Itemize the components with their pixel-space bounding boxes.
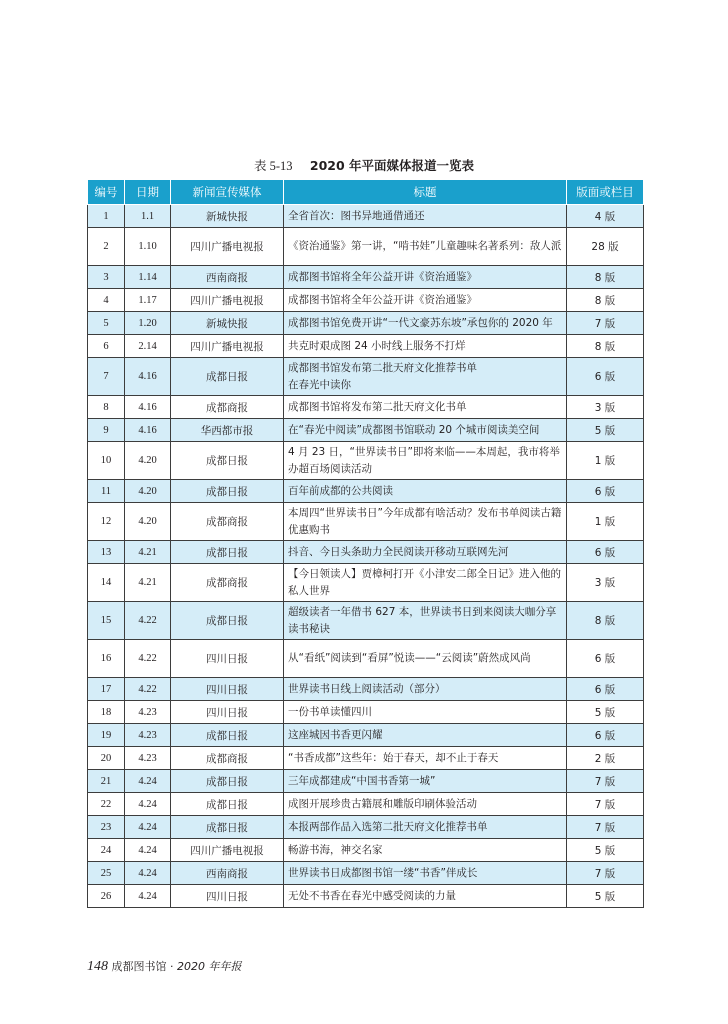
cell-date: 4.22 bbox=[125, 602, 171, 640]
cell-number: 9 bbox=[88, 419, 125, 442]
table-row bbox=[88, 678, 644, 701]
cell-media: 四川广播电视报 bbox=[171, 335, 284, 358]
cell-date: 4.22 bbox=[125, 678, 171, 701]
cell-page: 1 版 bbox=[567, 442, 644, 480]
cell-date: 1.1 bbox=[125, 205, 171, 228]
cell-title: 本周四“世界读书日”今年成都有啥活动？发布书单阅读古籍优惠购书 bbox=[284, 503, 567, 541]
cell-title: 抖音、今日头条助力全民阅读开移动互联网先河 bbox=[284, 541, 567, 564]
cell-media: 成都商报 bbox=[171, 564, 284, 602]
cell-title: “书香成都”这些年：始于春天，却不止于春天 bbox=[284, 747, 567, 770]
cell-number: 24 bbox=[88, 839, 125, 862]
cell-number: 25 bbox=[88, 862, 125, 885]
table-row bbox=[88, 747, 644, 770]
cell-number: 18 bbox=[88, 701, 125, 724]
cell-title: 共克时艰成图 24 小时线上服务不打烊 bbox=[284, 335, 567, 358]
cell-number: 3 bbox=[88, 266, 125, 289]
cell-number: 21 bbox=[88, 770, 125, 793]
cell-media: 四川广播电视报 bbox=[171, 289, 284, 312]
cell-page: 6 版 bbox=[567, 358, 644, 396]
cell-title: 无处不书香在春光中感受阅读的力量 bbox=[284, 885, 567, 908]
cell-page: 6 版 bbox=[567, 541, 644, 564]
cell-page: 5 版 bbox=[567, 839, 644, 862]
cell-page: 7 版 bbox=[567, 793, 644, 816]
cell-media: 成都商报 bbox=[171, 396, 284, 419]
cell-media: 四川日报 bbox=[171, 701, 284, 724]
cell-number: 14 bbox=[88, 564, 125, 602]
table-row bbox=[88, 480, 644, 503]
table-row bbox=[88, 839, 644, 862]
cell-number: 10 bbox=[88, 442, 125, 480]
cell-date: 4.22 bbox=[125, 640, 171, 678]
cell-page: 5 版 bbox=[567, 419, 644, 442]
cell-title: 从“看纸”阅读到“看屏”悦读——“云阅读”蔚然成风尚 bbox=[284, 640, 567, 678]
cell-page: 1 版 bbox=[567, 503, 644, 541]
table-row bbox=[88, 602, 644, 640]
table-row bbox=[88, 541, 644, 564]
table-row bbox=[88, 358, 644, 396]
cell-title: 在“春光中阅读”成都图书馆联动 20 个城市阅读美空间 bbox=[284, 419, 567, 442]
table-row bbox=[88, 396, 644, 419]
cell-title: 三年成都建成“中国书香第一城” bbox=[284, 770, 567, 793]
cell-number: 1 bbox=[88, 205, 125, 228]
cell-media: 四川日报 bbox=[171, 640, 284, 678]
header-number: 编号 bbox=[88, 180, 125, 205]
cell-date: 4.16 bbox=[125, 396, 171, 419]
media-report-table bbox=[87, 179, 644, 908]
cell-number: 26 bbox=[88, 885, 125, 908]
table-row bbox=[88, 640, 644, 678]
publication-name: 成都图书馆 · bbox=[111, 960, 174, 973]
header-page: 版面或栏目 bbox=[567, 180, 644, 205]
cell-page: 6 版 bbox=[567, 640, 644, 678]
cell-date: 1.10 bbox=[125, 228, 171, 266]
table-row bbox=[88, 289, 644, 312]
cell-page: 8 版 bbox=[567, 335, 644, 358]
cell-number: 12 bbox=[88, 503, 125, 541]
cell-title: 4 月 23 日，“世界读书日”即将来临——本周起，我市将举办超百场阅读活动 bbox=[284, 442, 567, 480]
cell-title: 畅游书海，神交名家 bbox=[284, 839, 567, 862]
cell-number: 11 bbox=[88, 480, 125, 503]
cell-media: 成都日报 bbox=[171, 793, 284, 816]
cell-number: 2 bbox=[88, 228, 125, 266]
cell-media: 成都日报 bbox=[171, 724, 284, 747]
table-row bbox=[88, 701, 644, 724]
cell-page: 3 版 bbox=[567, 564, 644, 602]
cell-title: 成都图书馆将全年公益开讲《资治通鉴》 bbox=[284, 289, 567, 312]
cell-media: 西南商报 bbox=[171, 862, 284, 885]
table-row bbox=[88, 335, 644, 358]
cell-media: 西南商报 bbox=[171, 266, 284, 289]
table-row bbox=[88, 266, 644, 289]
table-row bbox=[88, 816, 644, 839]
cell-page: 8 版 bbox=[567, 289, 644, 312]
header-title: 标题 bbox=[284, 180, 567, 205]
cell-media: 成都日报 bbox=[171, 442, 284, 480]
cell-title: 成都图书馆将发布第二批天府文化书单 bbox=[284, 396, 567, 419]
cell-title: 成都图书馆免费开讲“一代文豪苏东坡”承包你的 2020 年 bbox=[284, 312, 567, 335]
cell-number: 5 bbox=[88, 312, 125, 335]
cell-media: 四川日报 bbox=[171, 678, 284, 701]
cell-media: 成都日报 bbox=[171, 358, 284, 396]
page-number: 148 bbox=[87, 959, 108, 974]
cell-date: 4.23 bbox=[125, 701, 171, 724]
cell-media: 成都日报 bbox=[171, 541, 284, 564]
cell-title: 百年前成都的公共阅读 bbox=[284, 480, 567, 503]
cell-media: 新城快报 bbox=[171, 205, 284, 228]
cell-title: 世界读书日线上阅读活动（部分） bbox=[284, 678, 567, 701]
cell-date: 4.24 bbox=[125, 770, 171, 793]
cell-page: 6 版 bbox=[567, 724, 644, 747]
cell-page: 8 版 bbox=[567, 602, 644, 640]
table-row bbox=[88, 885, 644, 908]
cell-page: 5 版 bbox=[567, 701, 644, 724]
cell-media: 成都日报 bbox=[171, 480, 284, 503]
cell-number: 7 bbox=[88, 358, 125, 396]
table-row bbox=[88, 724, 644, 747]
table-row bbox=[88, 503, 644, 541]
cell-title: 这座城因书香更闪耀 bbox=[284, 724, 567, 747]
cell-date: 1.17 bbox=[125, 289, 171, 312]
cell-page: 5 版 bbox=[567, 885, 644, 908]
cell-title: 成图开展珍贵古籍展和雕版印刷体验活动 bbox=[284, 793, 567, 816]
cell-date: 4.24 bbox=[125, 816, 171, 839]
cell-date: 4.24 bbox=[125, 839, 171, 862]
cell-number: 20 bbox=[88, 747, 125, 770]
cell-date: 1.20 bbox=[125, 312, 171, 335]
cell-page: 3 版 bbox=[567, 396, 644, 419]
cell-media: 四川广播电视报 bbox=[171, 839, 284, 862]
cell-page: 7 版 bbox=[567, 862, 644, 885]
table-row bbox=[88, 312, 644, 335]
cell-title: 【今日领读人】贾樟柯打开《小津安二郎全日记》进入他的私人世界 bbox=[284, 564, 567, 602]
table-row bbox=[88, 564, 644, 602]
cell-title: 全省首次：图书异地通借通还 bbox=[284, 205, 567, 228]
cell-date: 4.20 bbox=[125, 480, 171, 503]
cell-media: 成都日报 bbox=[171, 770, 284, 793]
cell-date: 4.20 bbox=[125, 503, 171, 541]
table-row bbox=[88, 205, 644, 228]
table-row bbox=[88, 770, 644, 793]
cell-number: 19 bbox=[88, 724, 125, 747]
cell-date: 2.14 bbox=[125, 335, 171, 358]
header-date: 日期 bbox=[125, 180, 171, 205]
cell-media: 成都商报 bbox=[171, 503, 284, 541]
cell-date: 4.23 bbox=[125, 724, 171, 747]
cell-title: 一份书单读懂四川 bbox=[284, 701, 567, 724]
cell-number: 15 bbox=[88, 602, 125, 640]
cell-title: 本报两部作品入选第二批天府文化推荐书单 bbox=[284, 816, 567, 839]
cell-page: 28 版 bbox=[567, 228, 644, 266]
cell-title: 成都图书馆将全年公益开讲《资治通鉴》 bbox=[284, 266, 567, 289]
cell-title: 《资治通鉴》第一讲，“啃书娃”儿童趣味名著系列：敌人派 bbox=[284, 228, 567, 266]
cell-media: 成都日报 bbox=[171, 816, 284, 839]
cell-title: 成都图书馆发布第二批天府文化推荐书单 在春光中读你 bbox=[284, 358, 567, 396]
cell-date: 4.21 bbox=[125, 564, 171, 602]
table-row bbox=[88, 793, 644, 816]
cell-date: 4.21 bbox=[125, 541, 171, 564]
cell-page: 7 版 bbox=[567, 770, 644, 793]
cell-number: 17 bbox=[88, 678, 125, 701]
cell-date: 4.23 bbox=[125, 747, 171, 770]
cell-page: 7 版 bbox=[567, 816, 644, 839]
page-footer bbox=[87, 958, 242, 975]
cell-number: 4 bbox=[88, 289, 125, 312]
cell-page: 6 版 bbox=[567, 480, 644, 503]
cell-media: 成都商报 bbox=[171, 747, 284, 770]
cell-date: 4.24 bbox=[125, 862, 171, 885]
table-row bbox=[88, 862, 644, 885]
cell-date: 4.16 bbox=[125, 419, 171, 442]
table-row bbox=[88, 228, 644, 266]
publication-year: 2020 年年报 bbox=[177, 960, 242, 973]
table-row bbox=[88, 442, 644, 480]
cell-date: 4.20 bbox=[125, 442, 171, 480]
cell-media: 华西都市报 bbox=[171, 419, 284, 442]
cell-media: 新城快报 bbox=[171, 312, 284, 335]
cell-number: 22 bbox=[88, 793, 125, 816]
cell-media: 四川日报 bbox=[171, 885, 284, 908]
cell-title: 超级读者一年借书 627 本，世界读书日到来阅读大咖分享读书秘诀 bbox=[284, 602, 567, 640]
header-media: 新闻宣传媒体 bbox=[171, 180, 284, 205]
table-header-row bbox=[88, 180, 644, 205]
cell-media: 成都日报 bbox=[171, 602, 284, 640]
cell-number: 13 bbox=[88, 541, 125, 564]
cell-page: 8 版 bbox=[567, 266, 644, 289]
cell-number: 16 bbox=[88, 640, 125, 678]
cell-date: 4.24 bbox=[125, 885, 171, 908]
cell-page: 7 版 bbox=[567, 312, 644, 335]
cell-number: 8 bbox=[88, 396, 125, 419]
table-body bbox=[88, 205, 644, 908]
cell-date: 1.14 bbox=[125, 266, 171, 289]
table-row bbox=[88, 419, 644, 442]
table-title: 2020 年平面媒体报道一览表 bbox=[309, 158, 475, 173]
cell-page: 4 版 bbox=[567, 205, 644, 228]
table-number: 表 5-13 bbox=[253, 159, 293, 173]
cell-page: 6 版 bbox=[567, 678, 644, 701]
cell-page: 2 版 bbox=[567, 747, 644, 770]
cell-date: 4.24 bbox=[125, 793, 171, 816]
cell-title: 世界读书日成都图书馆一缕“书香”伴成长 bbox=[284, 862, 567, 885]
cell-number: 6 bbox=[88, 335, 125, 358]
cell-date: 4.16 bbox=[125, 358, 171, 396]
cell-number: 23 bbox=[88, 816, 125, 839]
cell-media: 四川广播电视报 bbox=[171, 228, 284, 266]
table-caption bbox=[0, 156, 728, 174]
